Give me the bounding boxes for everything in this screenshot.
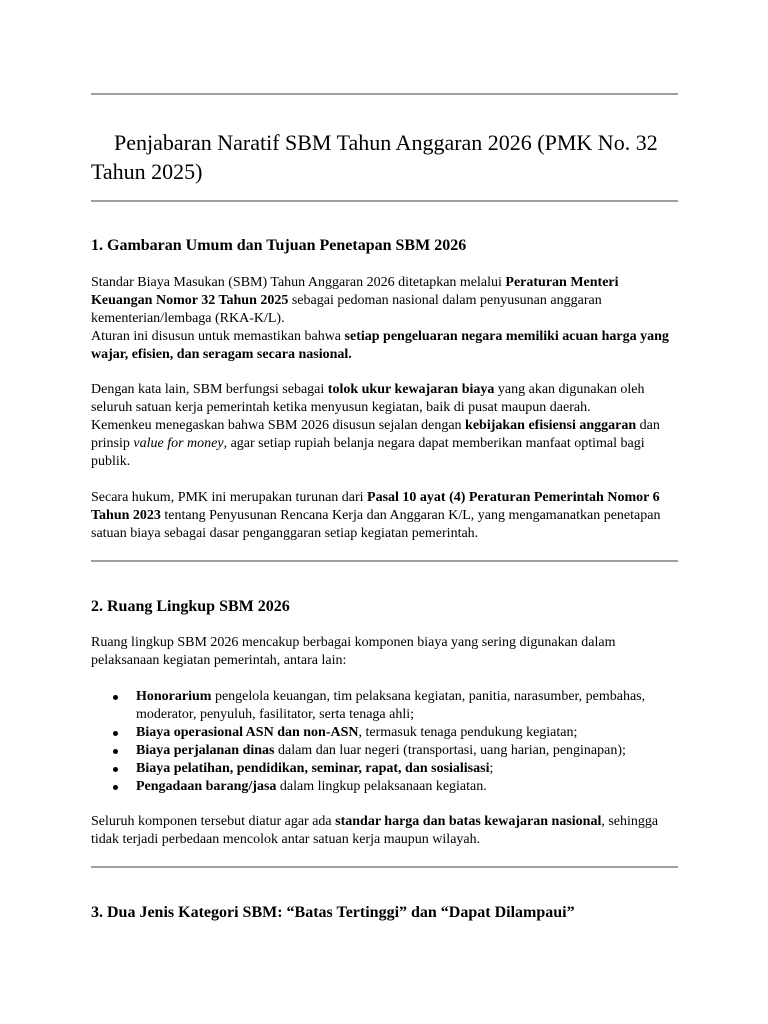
- italic-text-run: value for money: [133, 436, 224, 451]
- document-title: Penjabaran Naratif SBM Tahun Anggaran 2026 (PMK No. 32 Tahun 2025): [91, 130, 658, 184]
- horizontal-rule: [91, 560, 678, 562]
- text-run: dan prinsip: [91, 418, 660, 451]
- text-run: Kemenkeu menegaskan bahwa SBM 2026 disusun sejalan dengan: [91, 418, 466, 433]
- horizontal-rule: [91, 200, 678, 202]
- text-run: yang akan digunakan oleh seluruh satuan kerja pemerintah ketika menyusun kegiatan, baik di pusat maupun daerah.: [91, 382, 645, 415]
- list-item: [91, 778, 678, 796]
- text-run: Aturan ini disusun untuk memastikan bahwa: [91, 329, 345, 344]
- list-item: [91, 742, 678, 760]
- list-item-text: dalam dan luar negeri (transportasi, uang harian, penginapan);: [274, 743, 626, 758]
- list-item: [91, 760, 678, 778]
- text-run: sebagai pedoman nasional dalam penyusunan anggaran kementerian/lembaga (RKA-K/L).: [91, 293, 602, 326]
- text-run: tentang Penyusunan Rencana Kerja dan Anggaran K/L, yang mengamanatkan penetapan satuan biaya sebagai dasar penganggaran setiap kegiatan pemerintah.: [91, 508, 661, 541]
- bold-text-run: standar harga dan batas kewajaran nasional: [335, 814, 602, 829]
- section-2-intro: Ruang lingkup SBM 2026 mencakup berbagai komponen biaya yang sering digunakan dalam pelaksanaan kegiatan pemerintah, antara lain:: [91, 635, 616, 668]
- section-1-heading: 1. Gambaran Umum dan Tujuan Penetapan SBM 2026: [91, 237, 467, 254]
- list-item: [91, 724, 678, 742]
- section-1-paragraph-3: [91, 489, 678, 543]
- horizontal-rule: [91, 866, 678, 868]
- list-item-text: pengelola keuangan, tim pelaksana kegiatan, panitia, narasumber, pembahas, moderator, penyuluh, fasilitator, serta tenaga ahli;: [136, 689, 646, 722]
- bold-text-run: Peraturan Menteri Keuangan Nomor 32 Tahun 2025: [91, 275, 619, 308]
- horizontal-rule: [91, 93, 678, 95]
- section-1-paragraph-1: [91, 274, 678, 364]
- text-run: Seluruh komponen tersebut diatur agar ada: [91, 814, 336, 829]
- bold-text-run: tolok ukur kewajaran biaya: [327, 382, 495, 397]
- bold-text-run: setiap pengeluaran negara memiliki acuan harga yang wajar, efisien, dan seragam secara nasional.: [91, 329, 669, 362]
- section-3-heading: 3. Dua Jenis Kategori SBM: “Batas Tertinggi” dan “Dapat Dilampaui”: [91, 904, 575, 921]
- bold-text-run: kebijakan efisiensi anggaran: [465, 418, 637, 433]
- list-item-text: ;: [489, 761, 494, 776]
- list-item: [91, 688, 678, 724]
- list-item-bold: Pengadaan barang/jasa: [136, 779, 277, 794]
- cost-component-list: [91, 688, 678, 796]
- section-1-paragraph-2: [91, 381, 678, 471]
- list-item-bold: Biaya operasional ASN dan non-ASN: [136, 725, 359, 740]
- text-run: Standar Biaya Masukan (SBM) Tahun Anggaran 2026 ditetapkan melalui: [91, 275, 506, 290]
- section-2-closing: [91, 813, 678, 849]
- section-2-heading: 2. Ruang Lingkup SBM 2026: [91, 598, 290, 615]
- list-item-bold: Biaya pelatihan, pendidikan, seminar, rapat, dan sosialisasi: [136, 761, 490, 776]
- list-item-text: , termasuk tenaga pendukung kegiatan;: [358, 725, 578, 740]
- text-run: , sehingga tidak terjadi perbedaan mencolok antar satuan kerja maupun wilayah.: [91, 814, 659, 847]
- bold-text-run: Pasal 10 ayat (4) Peraturan Pemerintah Nomor 6 Tahun 2023: [91, 490, 660, 523]
- list-item-text: dalam lingkup pelaksanaan kegiatan.: [276, 779, 487, 794]
- list-item-bold: Biaya perjalanan dinas: [136, 743, 275, 758]
- list-item-bold: Honorarium: [136, 689, 212, 704]
- text-run: Dengan kata lain, SBM berfungsi sebagai: [91, 382, 328, 397]
- text-run: , agar setiap rupiah belanja negara dapat memberikan manfaat optimal bagi publik.: [91, 436, 645, 469]
- text-run: Secara hukum, PMK ini merupakan turunan dari: [91, 490, 368, 505]
